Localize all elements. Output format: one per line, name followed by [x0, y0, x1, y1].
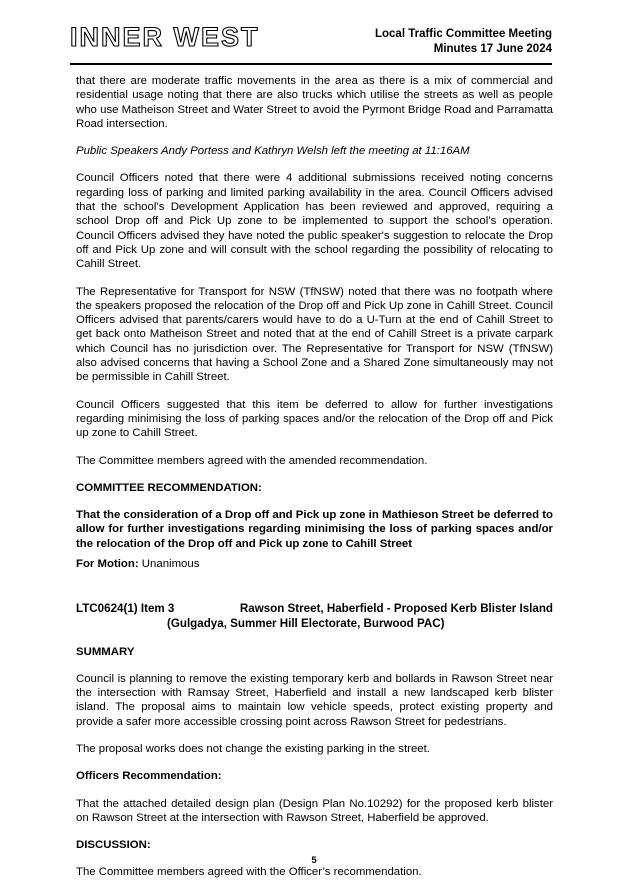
- minutes-body: [76, 74, 553, 893]
- meeting-header: [375, 27, 552, 57]
- item-heading: [76, 602, 553, 631]
- item-subtitle: (Gulgadya, Summer Hill Electorate, Burwood PAC): [167, 616, 445, 630]
- paragraph-officers-noted: Council Officers noted that there were 4 additional submissions received noting concerns regarding loss of parking and limited parking availability in the area. Council Officers advised that the school’s Development Application has been reviewed and approved, requiring a school Drop off and Pick Up zone to be implemented to support the school’s operation. Council Officers advised they have noted the public speaker's suggestion to relocate the Drop off and Pick Up zone and will consult with the school regarding the possibility of relocating to Cahill Street.: [76, 172, 553, 271]
- summary-note: The proposal works does not change the existing parking in the street.: [76, 742, 430, 755]
- motion-value: Unanimous: [138, 558, 200, 571]
- item-number: LTC0624(1) Item 3: [76, 602, 175, 616]
- discussion-heading: DISCUSSION:: [76, 839, 151, 852]
- paragraph-tfnsw: The Representative for Transport for NSW (TfNSW) noted that there was no footpath where the speakers proposed the relocation of the Drop off and Pick Up zone in Cahill Street. Council Officers advised that parents/carers would have to do a U-Turn at the end of Cahill Street to get back onto Matheison Street and noted that at the end of Cahill Street is a private carpark which Council has no jurisdiction over. The Representative for Transport for NSW (TfNSW) also advised concerns that having a School Zone and a Shared Zone simultaneously may not be permissible in Cahill Street.: [76, 285, 553, 384]
- committee-recommendation-text: That the consideration of a Drop off and Pick up zone in Mathieson Street be deferred to allow for further investigations regarding minimising the loss of parking spaces and/or the relocation of the Drop off and Pick up zone to Cahill Street: [76, 509, 553, 550]
- discussion-text: The Committee members agreed with the Officer’s recommendation.: [76, 866, 422, 879]
- officers-recommendation-text: That the attached detailed design plan (Design Plan No.10292) for the proposed kerb blister on Rawson Street at the intersection with Rawson Street, Haberfield be approved.: [76, 797, 553, 824]
- page-number: 5: [311, 855, 317, 866]
- summary-text: Council is planning to remove the existing temporary kerb and bollards in Rawson Street near the intersection with Ramsay Street, Haberfield and install a new landscaped kerb blister island. The proposal aims to maintain low vehicle speeds, protect existing property and provide a safer more accessible crossing point across Rawson Street for pedestrians.: [76, 672, 553, 728]
- summary-heading: SUMMARY: [76, 645, 135, 658]
- paragraph-speakers-left: Public Speakers Andy Portess and Kathryn Welsh left the meeting at 11:16AM: [76, 145, 470, 158]
- header-divider: [70, 63, 552, 65]
- inner-west-logo: [70, 22, 270, 52]
- logo-wordmark: INNER WEST: [70, 22, 260, 52]
- officers-recommendation-heading: Officers Recommendation:: [76, 770, 222, 783]
- motion-label: For Motion:: [76, 558, 139, 571]
- meeting-date: Minutes 17 June 2024: [433, 43, 552, 55]
- motion-line: [76, 557, 553, 571]
- item-title: Rawson Street, Haberfield - Proposed Kerb Blister Island: [239, 602, 553, 616]
- meeting-title: Local Traffic Committee Meeting: [374, 28, 552, 40]
- paragraph-traffic: that there are moderate traffic movements in the area as there is a mix of commercial and residential usage noting that there are also trucks which utilise the streets as well as people who use Matheison Street and Water Street to avoid the Pyrmont Bridge Road and Parramatta Road intersection.: [76, 75, 553, 130]
- committee-recommendation-heading: COMMITTEE RECOMMENDATION:: [76, 481, 262, 494]
- paragraph-agreed: The Committee members agreed with the amended recommendation.: [76, 454, 428, 467]
- paragraph-deferral: Council Officers suggested that this item be deferred to allow for further investigations regarding minimising the loss of parking spaces and/or the relocation of the Drop off and Pick up zone to Cahill Street.: [76, 398, 553, 440]
